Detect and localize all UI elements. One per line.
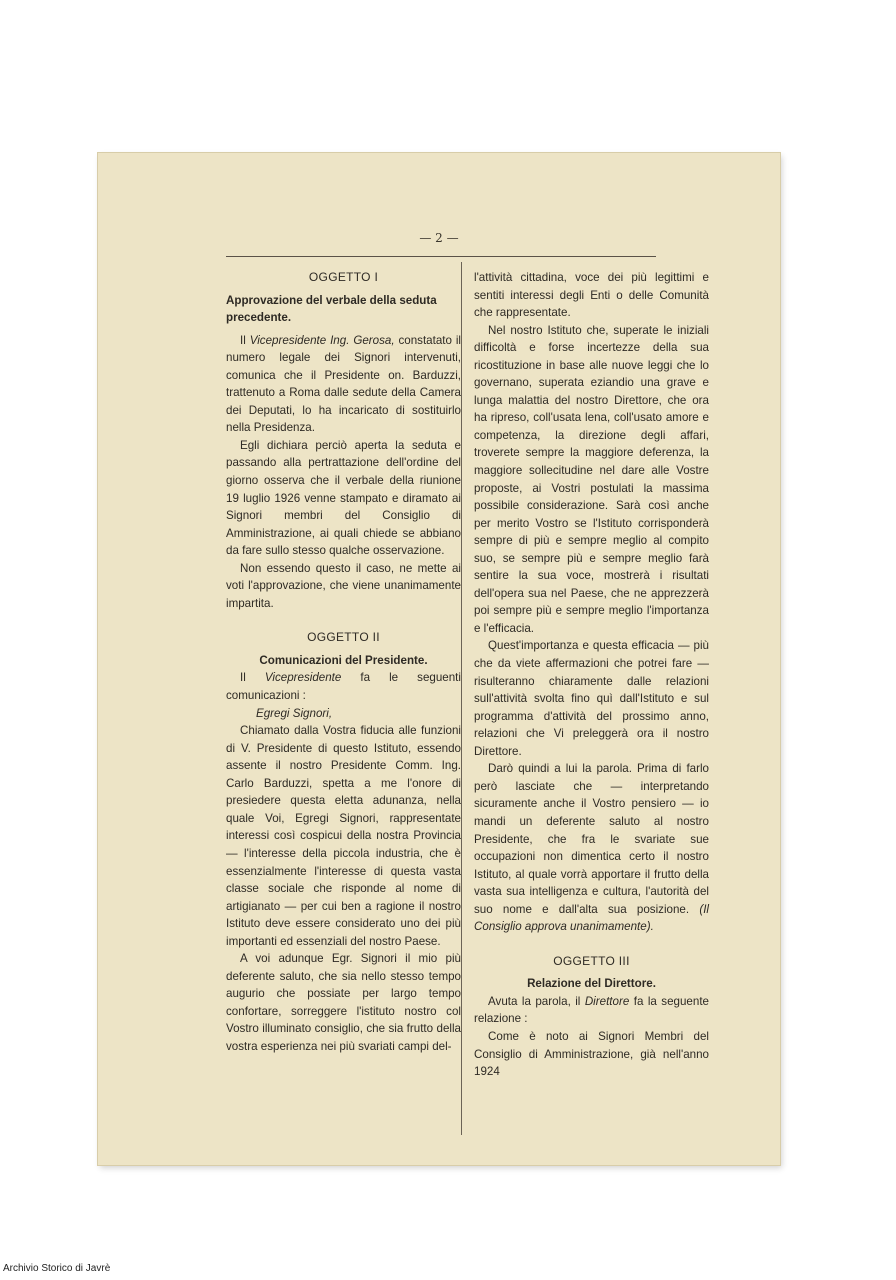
oggetto-1-heading: OGGETTO I xyxy=(308,270,379,284)
document-page xyxy=(98,153,780,1165)
oggetto-1-paragraph-3: Non essendo questo il caso, ne mette ai voti l'approvazione, che viene unanimamente impartita. xyxy=(226,561,461,610)
oggetto-2-paragraph-2: Chiamato dalla Vostra fiducia alle funzioni di V. Presidente di questo Istituto, essendo assente il nostro Presidente Comm. Ing. Carlo Barduzzi, spetta a me l'onore di presiedere questa eletta adunanza, nella quale Voi, Egregi Signori, rappresentate interessi così cospicui della nostra Provincia — l'interesse della piccola industria, che è essenzialmente l'interesse di questa vasta classe sociale che risponde al nome di artigianato — per cui ben a ragione il nostro Istituto deve essere considerato uno dei più importanti ed essenziali del nostro Paese. xyxy=(226,724,461,948)
oggetto-2-salutation: Egregi Signori, xyxy=(256,706,333,720)
right-column xyxy=(474,269,709,1081)
right-paragraph-2: Nel nostro Istituto che, superate le iniziali difficoltà e forse incertezze della sua ricostituzione in base alle nuove leggi che lo governano, superata eziandio una grave e lunga malattia del nostro Direttore, che ora ha ripreso, coll'usata lena, coll'usato amore e competenza, la direzione degli affari, troverete sempre la maggiore deferenza, la maggiore sollecitudine nel dare alle Vostre proposte, ai Vostri postulati la massima possibile considerazione. Sarà così anche per merito Vostro se l'Istituto corrisponderà sempre di più e sempre meglio al compito suo, se sempre più e sempre meglio farà sentire la sua voce, mostrerà i risultati dell'opera sua nel Paese, che ne apprezzerà poi sempre più e sempre meglio l'importanza e l'efficacia. xyxy=(474,323,709,635)
column-separator xyxy=(461,262,462,1135)
oggetto-1-subject: Approvazione del verbale della seduta precedente. xyxy=(226,293,437,325)
right-paragraph-3: Quest'importanza e questa efficacia — più che da viete affermazioni che potrei fare — risulteranno chiaramente dalle relazioni sull'attività svolta fino quì dall'Istituto e sul programma d'attività del prossimo anno, relazioni che Vi preleggerà ora il nostro Direttore. xyxy=(474,639,709,758)
page-number: — 2 — xyxy=(419,231,459,245)
oggetto-3-paragraph-1: Avuta la parola, il Direttore fa la seguente relazione : xyxy=(474,994,709,1026)
oggetto-2-heading: OGGETTO II xyxy=(307,630,380,645)
oggetto-3-heading: OGGETTO III xyxy=(553,953,630,968)
oggetto-1-paragraph-1: Il Vicepresidente Ing. Gerosa, constatato il numero legale dei Signori intervenuti, comunica che il Presidente on. Barduzzi, trattenuto a Roma dalle sedute della Camera dei Deputati, lo ha incaricato di sostituirlo nella Presidenza. xyxy=(226,333,461,435)
oggetto-3-paragraph-2: Come è noto ai Signori Membri del Consiglio di Amministrazione, già nell'anno 1924 xyxy=(474,1029,709,1079)
oggetto-2-paragraph-1: Il Vicepresidente fa le seguenti comunicazioni : xyxy=(226,671,461,703)
oggetto-1-paragraph-2: Egli dichiara perciò aperta la seduta e passando alla pertrattazione dell'ordine del giorno osserva che il verbale della riunione 19 luglio 1926 venne stampato e diramato ai Signori membri del Consiglio di Amministrazione, ai quali chiede se abbiano da fare sullo stesso qualche osservazione. xyxy=(226,438,461,558)
oggetto-3-subject: Relazione del Direttore. xyxy=(527,977,656,991)
oggetto-2-subject: Comunicazioni del Presidente. xyxy=(259,653,428,667)
left-column xyxy=(226,269,461,1056)
oggetto-2-paragraph-3: A voi adunque Egr. Signori il mio più deferente saluto, che sia nello stesso tempo augurio che possiate per largo tempo confortare, sorreggere l'istituto nostro col Vostro illuminato consiglio, che sia frutto della vostra esperienza nei più svariati campi del- xyxy=(226,952,461,1053)
header-rule xyxy=(226,256,656,257)
right-paragraph-1: l'attività cittadina, voce dei più legittimi e sentiti interessi degli Enti o delle Comunità che rappresentate. xyxy=(474,271,709,320)
right-paragraph-4: Darò quindi a lui la parola. Prima di farlo però lasciate che — interpretando sicuramente anche il Vostro pensiero — io mandi un deferente saluto al nostro Presidente, che fra le svariate sue occupazioni non dimentica certo il nostro Istituto, al quale vorrà apportare il frutto della vasta sua intelligenza e cultura, l'autorità del suo nome e dall'alta sua posizione. (Il Consiglio approva unanimamente). xyxy=(474,762,709,934)
archive-label: Archivio Storico di Javrè xyxy=(3,1263,111,1274)
